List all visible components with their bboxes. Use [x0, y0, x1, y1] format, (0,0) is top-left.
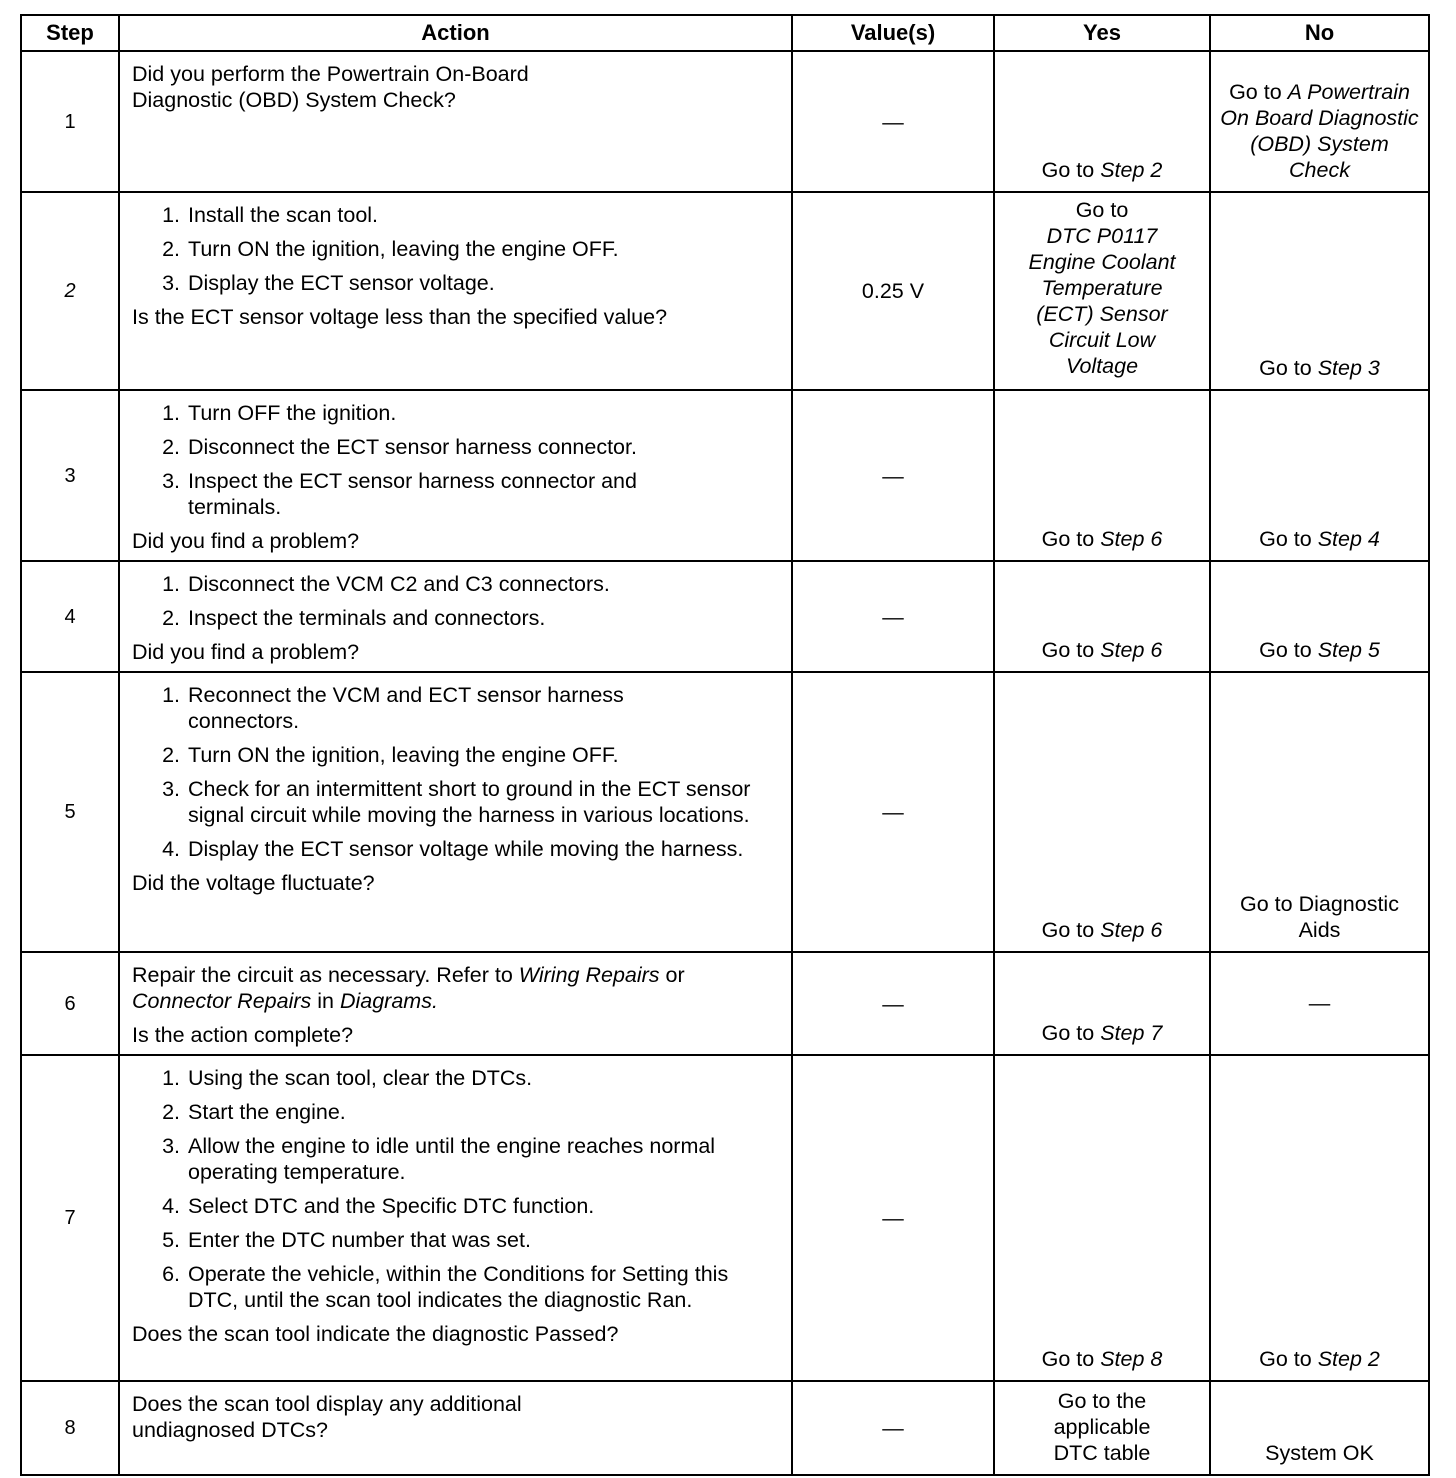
action-item: 6. Operate the vehicle, within the Conditions for Setting this DTC, until the scan tool indicates the diagnostic Ran.	[186, 1261, 768, 1313]
action-cell	[119, 672, 792, 952]
connector-repairs-reference: Connector Repairs	[132, 989, 312, 1013]
value-cell: —	[792, 390, 994, 561]
question-text: Did you perform the Powertrain On-Board Diagnostic (OBD) System Check?	[132, 62, 529, 112]
action-item: 3. Allow the engine to idle until the engine reaches normal operating temperature.	[186, 1133, 728, 1185]
no-reference: Step 4	[1317, 527, 1380, 551]
step-number: 7	[21, 1055, 119, 1381]
repair-instruction	[132, 962, 781, 1014]
header-values: Value(s)	[792, 15, 994, 51]
yes-prefix: Go to	[1041, 1021, 1101, 1045]
question-text: Is the ECT sensor voltage less than the specified value?	[132, 305, 668, 329]
table-row-step-2	[21, 192, 1429, 390]
table-row-step-8	[21, 1381, 1429, 1475]
no-cell	[1210, 390, 1429, 561]
action-cell	[119, 390, 792, 561]
action-item: 2. Turn ON the ignition, leaving the engine OFF.	[186, 236, 781, 262]
action-item: 1. Disconnect the VCM C2 and C3 connectors.	[186, 571, 781, 597]
step-number: 1	[21, 51, 119, 192]
step-number: 6	[21, 952, 119, 1055]
question-text: Is the action complete?	[132, 1023, 354, 1047]
step-number: 4	[21, 561, 119, 672]
yes-prefix: Go to	[1075, 198, 1129, 222]
table-row-step-5	[21, 672, 1429, 952]
action-item: 3. Inspect the ECT sensor harness connector and terminals.	[186, 468, 728, 520]
value-cell: —	[792, 561, 994, 672]
no-text: Go to Diagnostic Aids	[1240, 892, 1399, 942]
action-list	[132, 571, 781, 631]
action-cell	[119, 1381, 792, 1475]
action-item: 5. Enter the DTC number that was set.	[186, 1227, 781, 1253]
action-item: 3. Check for an intermittent short to ground in the ECT sensor signal circuit while moving the harness in various locations.	[186, 776, 768, 828]
value-cell: —	[792, 952, 994, 1055]
no-prefix: Go to	[1259, 356, 1318, 380]
value-cell: —	[792, 1381, 994, 1475]
action-item: 1. Reconnect the VCM and ECT sensor harness connectors.	[186, 682, 708, 734]
question-text: Did the voltage fluctuate?	[132, 871, 375, 895]
table-row-step-3	[21, 390, 1429, 561]
yes-reference: Step 8	[1100, 1347, 1163, 1371]
repair-text: in	[311, 989, 340, 1013]
step-number: 8	[21, 1381, 119, 1475]
yes-reference: DTC P0117 Engine Coolant Temperature (ECT) Sensor Circuit Low Voltage	[1028, 224, 1176, 378]
no-cell	[1210, 192, 1429, 390]
yes-prefix: Go to	[1041, 158, 1101, 182]
action-item: 1. Using the scan tool, clear the DTCs.	[186, 1065, 781, 1091]
table-row-step-7	[21, 1055, 1429, 1381]
action-item: 1. Turn OFF the ignition.	[186, 400, 781, 426]
repair-text: Repair the circuit as necessary. Refer to	[132, 963, 519, 987]
yes-cell	[994, 672, 1210, 952]
repair-text: or	[659, 963, 685, 987]
question-text: Did you find a problem?	[132, 529, 360, 553]
value-cell: —	[792, 672, 994, 952]
table-row-step-1	[21, 51, 1429, 192]
no-reference: Step 2	[1317, 1347, 1380, 1371]
yes-prefix: Go to	[1041, 638, 1101, 662]
yes-cell	[994, 952, 1210, 1055]
yes-cell	[994, 390, 1210, 561]
action-item: 2. Inspect the terminals and connectors.	[186, 605, 781, 631]
no-reference: Step 3	[1317, 356, 1380, 380]
no-prefix: Go to	[1259, 1347, 1318, 1371]
table-row-step-6	[21, 952, 1429, 1055]
yes-prefix: Go to	[1041, 918, 1101, 942]
action-cell	[119, 192, 792, 390]
yes-reference: Step 6	[1100, 638, 1163, 662]
yes-text: Go to the applicable DTC table	[1053, 1389, 1151, 1465]
value-cell: 0.25 V	[792, 192, 994, 390]
diagnostic-table	[20, 14, 1430, 1476]
action-item: 4. Select DTC and the Specific DTC function.	[186, 1193, 781, 1219]
action-item: 4. Display the ECT sensor voltage while moving the harness.	[186, 836, 748, 862]
action-item: 3. Display the ECT sensor voltage.	[186, 270, 781, 296]
header-no: No	[1210, 15, 1429, 51]
yes-cell	[994, 1381, 1210, 1475]
action-item: 1. Install the scan tool.	[186, 202, 781, 228]
diagrams-reference: Diagrams.	[339, 989, 438, 1013]
no-cell: —	[1210, 952, 1429, 1055]
value-cell: —	[792, 1055, 994, 1381]
no-cell	[1210, 672, 1429, 952]
yes-cell	[994, 561, 1210, 672]
step-number: 3	[21, 390, 119, 561]
no-cell	[1210, 561, 1429, 672]
yes-prefix: Go to	[1041, 527, 1101, 551]
question-text: Does the scan tool display any additional undiagnosed DTCs?	[132, 1392, 522, 1442]
yes-cell	[994, 192, 1210, 390]
yes-reference: Step 6	[1100, 527, 1163, 551]
no-reference: Step 5	[1317, 638, 1380, 662]
header-action: Action	[119, 15, 792, 51]
yes-reference: Step 6	[1100, 918, 1163, 942]
question-text: Did you find a problem?	[132, 640, 360, 664]
header-step: Step	[21, 15, 119, 51]
no-cell	[1210, 1055, 1429, 1381]
action-item: 2. Turn ON the ignition, leaving the engine OFF.	[186, 742, 781, 768]
action-list	[132, 202, 781, 296]
action-list	[132, 1065, 781, 1313]
yes-reference: Step 2	[1100, 158, 1163, 182]
no-prefix: Go to	[1259, 638, 1318, 662]
yes-cell	[994, 51, 1210, 192]
step-number: 2	[21, 192, 119, 390]
header-yes: Yes	[994, 15, 1210, 51]
action-list	[132, 400, 781, 520]
yes-cell	[994, 1055, 1210, 1381]
no-reference: A Powertrain On Board Diagnostic (OBD) System Check	[1220, 80, 1419, 182]
action-list	[132, 682, 781, 862]
action-cell	[119, 561, 792, 672]
value-cell: —	[792, 51, 994, 192]
step-number: 5	[21, 672, 119, 952]
wiring-repairs-reference: Wiring Repairs	[518, 963, 660, 987]
action-cell	[119, 952, 792, 1055]
no-prefix: Go to	[1229, 80, 1288, 104]
header-row	[21, 15, 1429, 51]
yes-reference: Step 7	[1100, 1021, 1163, 1045]
yes-prefix: Go to	[1041, 1347, 1101, 1371]
action-cell	[119, 1055, 792, 1381]
table-row-step-4	[21, 561, 1429, 672]
question-text: Does the scan tool indicate the diagnostic Passed?	[132, 1322, 619, 1346]
action-item: 2. Disconnect the ECT sensor harness connector.	[186, 434, 781, 460]
no-cell: System OK	[1210, 1381, 1429, 1475]
action-item: 2. Start the engine.	[186, 1099, 781, 1125]
no-cell	[1210, 51, 1429, 192]
no-prefix: Go to	[1259, 527, 1318, 551]
action-cell	[119, 51, 792, 192]
